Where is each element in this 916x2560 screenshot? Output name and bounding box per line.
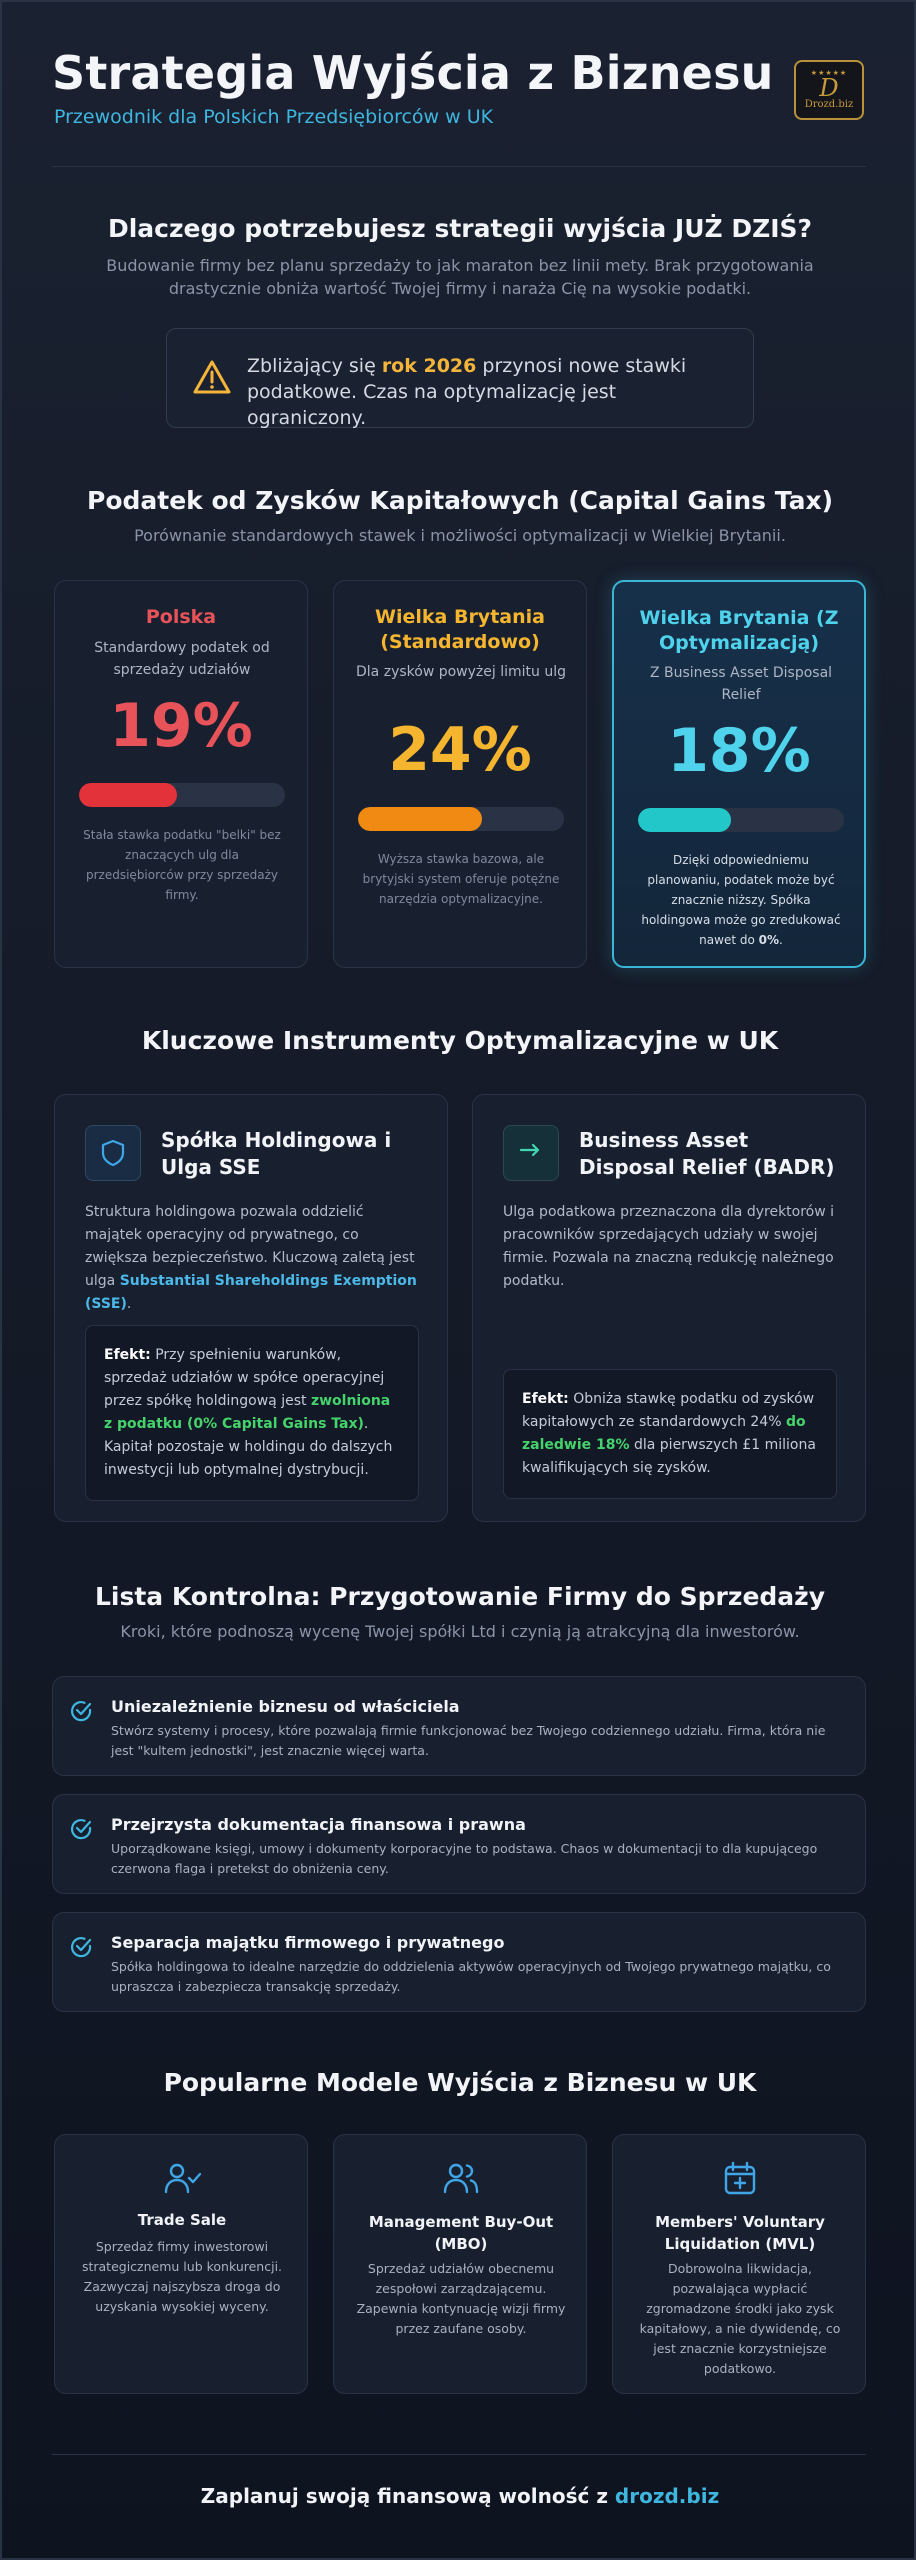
checklist-item [52, 1794, 866, 1894]
instrument-effect: Efekt: Przy spełnieniu warunków, sprzedaż udziałów w spółce operacyjnej przez spółkę holdingową jest zwolniona z podatku (0% Capital Gains Tax). Kapitał pozostaje w holdingu do dalszych inwestycji lub optymalnej dystrybucji. [85, 1325, 419, 1501]
model-title: Members' Voluntary Liquidation (MVL) [655, 2213, 825, 2253]
tax-rate-bar [638, 808, 844, 832]
model-desc: Sprzedaż udziałów obecnemu zespołowi zarządzającemu. Zapewnia kontynuację wizji firmy przez zaufane osoby. [356, 2261, 566, 2336]
arrows-icon [503, 1125, 559, 1181]
user-check-icon [162, 2159, 202, 2199]
model-card-trade-sale [54, 2134, 308, 2394]
shield-icon [85, 1125, 141, 1181]
checklist-item [52, 1912, 866, 2012]
checklist-item-title: Uniezależnienie biznesu od właściciela [111, 1697, 460, 1716]
checklist-item-desc: Spółka holdingowa to idealne narzędzie do oddzielenia aktywów operacyjnych od Twojego prywatnego majątku, co upraszcza i zabezpiecza transakcję sprzedaży. [111, 1959, 831, 1994]
checklist-item-desc: Uporządkowane księgi, umowy i dokumenty korporacyjne to podstawa. Chaos w dokumentacji to dla kupującego czerwona flaga i pretekst do obniżenia ceny. [111, 1841, 818, 1876]
brand-logo[interactable] [794, 60, 864, 120]
instrument-card-badr [472, 1094, 866, 1522]
calendar-plus-icon [720, 2159, 760, 2199]
check-circle-icon [69, 1699, 93, 1723]
logo-text: Drozd.biz [804, 99, 854, 110]
warning-icon [193, 359, 231, 395]
tax-card-note: Wyższa stawka bazowa, ale brytyjski system oferuje potężne narzędzia optymalizacyjne. [362, 852, 560, 906]
logo-stars: ★★★★★ [810, 69, 848, 77]
alert-highlight: rok 2026 [381, 355, 477, 377]
tax-card-note: Dzięki odpowiedniemu planowaniu, podatek może być znacznie niższy. Spółka holdingowa może go zredukować nawet do 0%. [641, 853, 841, 947]
tax-card-note: Stała stawka podatku "belki" bez znaczących ulg dla przedsiębiorców przy sprzedaży firmy. [83, 828, 281, 902]
tax-card-poland [54, 580, 308, 968]
alert-text: Zbliżający się rok 2026 przynosi nowe stawki podatkowe. Czas na optymalizację jest ograniczony. [247, 355, 687, 429]
model-desc: Dobrowolna likwidacja, pozwalająca wypłacić zgromadzone środki jako zysk kapitałowy, a nie dywidendę, co jest znacznie korzystniejsze podatkowo. [639, 2261, 841, 2376]
model-title: Trade Sale [137, 2211, 227, 2229]
instrument-title: Spółka Holdingowa i Ulga SSE [161, 1128, 392, 1179]
tax-rate: 18% [667, 716, 811, 786]
checklist-item [52, 1676, 866, 1776]
tax-rate-bar [358, 807, 564, 831]
tax-rate-bar-fill [638, 808, 731, 832]
instrument-effect: Efekt: Obniża stawkę podatku od zysków kapitałowych ze standardowych 24% do zaledwie 18% dla pierwszych £1 miliona kwalifikujących się zysków. [503, 1369, 837, 1499]
model-card-mbo [333, 2134, 587, 2394]
tax-card-title: Wielka Brytania (Standardowo) [375, 606, 545, 653]
footer-cta: Zaplanuj swoją finansową wolność z drozd.biz [200, 2484, 720, 2508]
tax-rate-bar-fill [79, 783, 177, 807]
tax-card-desc: Z Business Asset Disposal Relief [649, 665, 833, 703]
instrument-desc: Struktura holdingowa pozwala oddzielić majątek operacyjny od prywatnego, co zwiększa bezpieczeństwo. Kluczową zaletą jest ulga Substantial Shareholdings Exemption (SSE). [85, 1204, 417, 1312]
instrument-desc: Ulga podatkowa przeznaczona dla dyrektorów i pracowników sprzedających udziały w swojej firmie. Pozwala na znaczną redukcję należnego podatku. [503, 1204, 835, 1289]
footer-link[interactable]: drozd.biz [614, 2484, 720, 2508]
deadline-alert [166, 328, 754, 428]
page-title: Strategia Wyjścia z Biznesu [52, 46, 774, 100]
checklist-heading: Lista Kontrolna: Przygotowanie Firmy do Sprzedaży [94, 1582, 826, 1611]
instruments-heading: Kluczowe Instrumenty Optymalizacyjne w UK [141, 1026, 779, 1055]
intro-heading: Dlaczego potrzebujesz strategii wyjścia JUŻ DZIŚ? [107, 214, 813, 243]
model-title: Management Buy-Out (MBO) [368, 2213, 554, 2253]
intro-lead: Budowanie firmy bez planu sprzedaży to jak maraton bez linii mety. Brak przygotowania drastycznie obniża wartość Twojej firmy i naraża Cię na wysokie podatki. [106, 256, 814, 298]
instrument-title: Business Asset Disposal Relief (BADR) [579, 1128, 835, 1179]
tax-rate-bar-fill [358, 807, 482, 831]
checklist-item-title: Separacja majątku firmowego i prywatnego [111, 1933, 505, 1952]
check-circle-icon [69, 1817, 93, 1841]
model-desc: Sprzedaż firmy inwestorowi strategicznemu lub konkurencji. Zazwyczaj najszybsza droga do uzyskania wysokiej wyceny. [81, 2239, 283, 2314]
model-card-mvl [612, 2134, 866, 2394]
tax-card-desc: Standardowy podatek od sprzedaży udziałów [94, 640, 270, 678]
tax-card-title: Wielka Brytania (Z Optymalizacją) [639, 607, 839, 654]
checklist-lead: Kroki, które podnoszą wycenę Twojej spółki Ltd i czynią ją atrakcyjną dla inwestorów. [120, 1622, 800, 1641]
page-subtitle: Przewodnik dla Polskich Przedsiębiorców w UK [54, 106, 494, 128]
tax-rate: 24% [388, 715, 532, 785]
cgt-heading: Podatek od Zysków Kapitałowych (Capital Gains Tax) [87, 486, 833, 515]
tax-card-desc: Dla zysków powyżej limitu ulg [356, 664, 566, 680]
tax-rate: 19% [109, 691, 253, 761]
check-circle-icon [69, 1935, 93, 1959]
checklist-item-desc: Stwórz systemy i procesy, które pozwalają firmie funkcjonować bez Twojego codziennego udziału. Firma, która nie jest "kultem jednostki", jest znacznie więcej warta. [111, 1723, 826, 1758]
users-icon [441, 2159, 481, 2199]
logo-letter: D [819, 74, 839, 102]
divider [52, 166, 866, 167]
sse-highlight: Substantial Shareholdings Exemption (SSE) [85, 1273, 417, 1312]
tax-rate-bar [79, 783, 285, 807]
tax-card-uk-standard [333, 580, 587, 968]
tax-card-uk-optimized [612, 580, 866, 968]
models-heading: Popularne Modele Wyjścia z Biznesu w UK [163, 2068, 757, 2097]
instrument-card-holding [54, 1094, 448, 1522]
divider [52, 2454, 866, 2455]
checklist-item-title: Przejrzysta dokumentacja finansowa i prawna [111, 1815, 526, 1834]
tax-card-title: Polska [145, 606, 217, 628]
cgt-lead: Porównanie standardowych stawek i możliwości optymalizacji w Wielkiej Brytanii. [134, 526, 786, 545]
